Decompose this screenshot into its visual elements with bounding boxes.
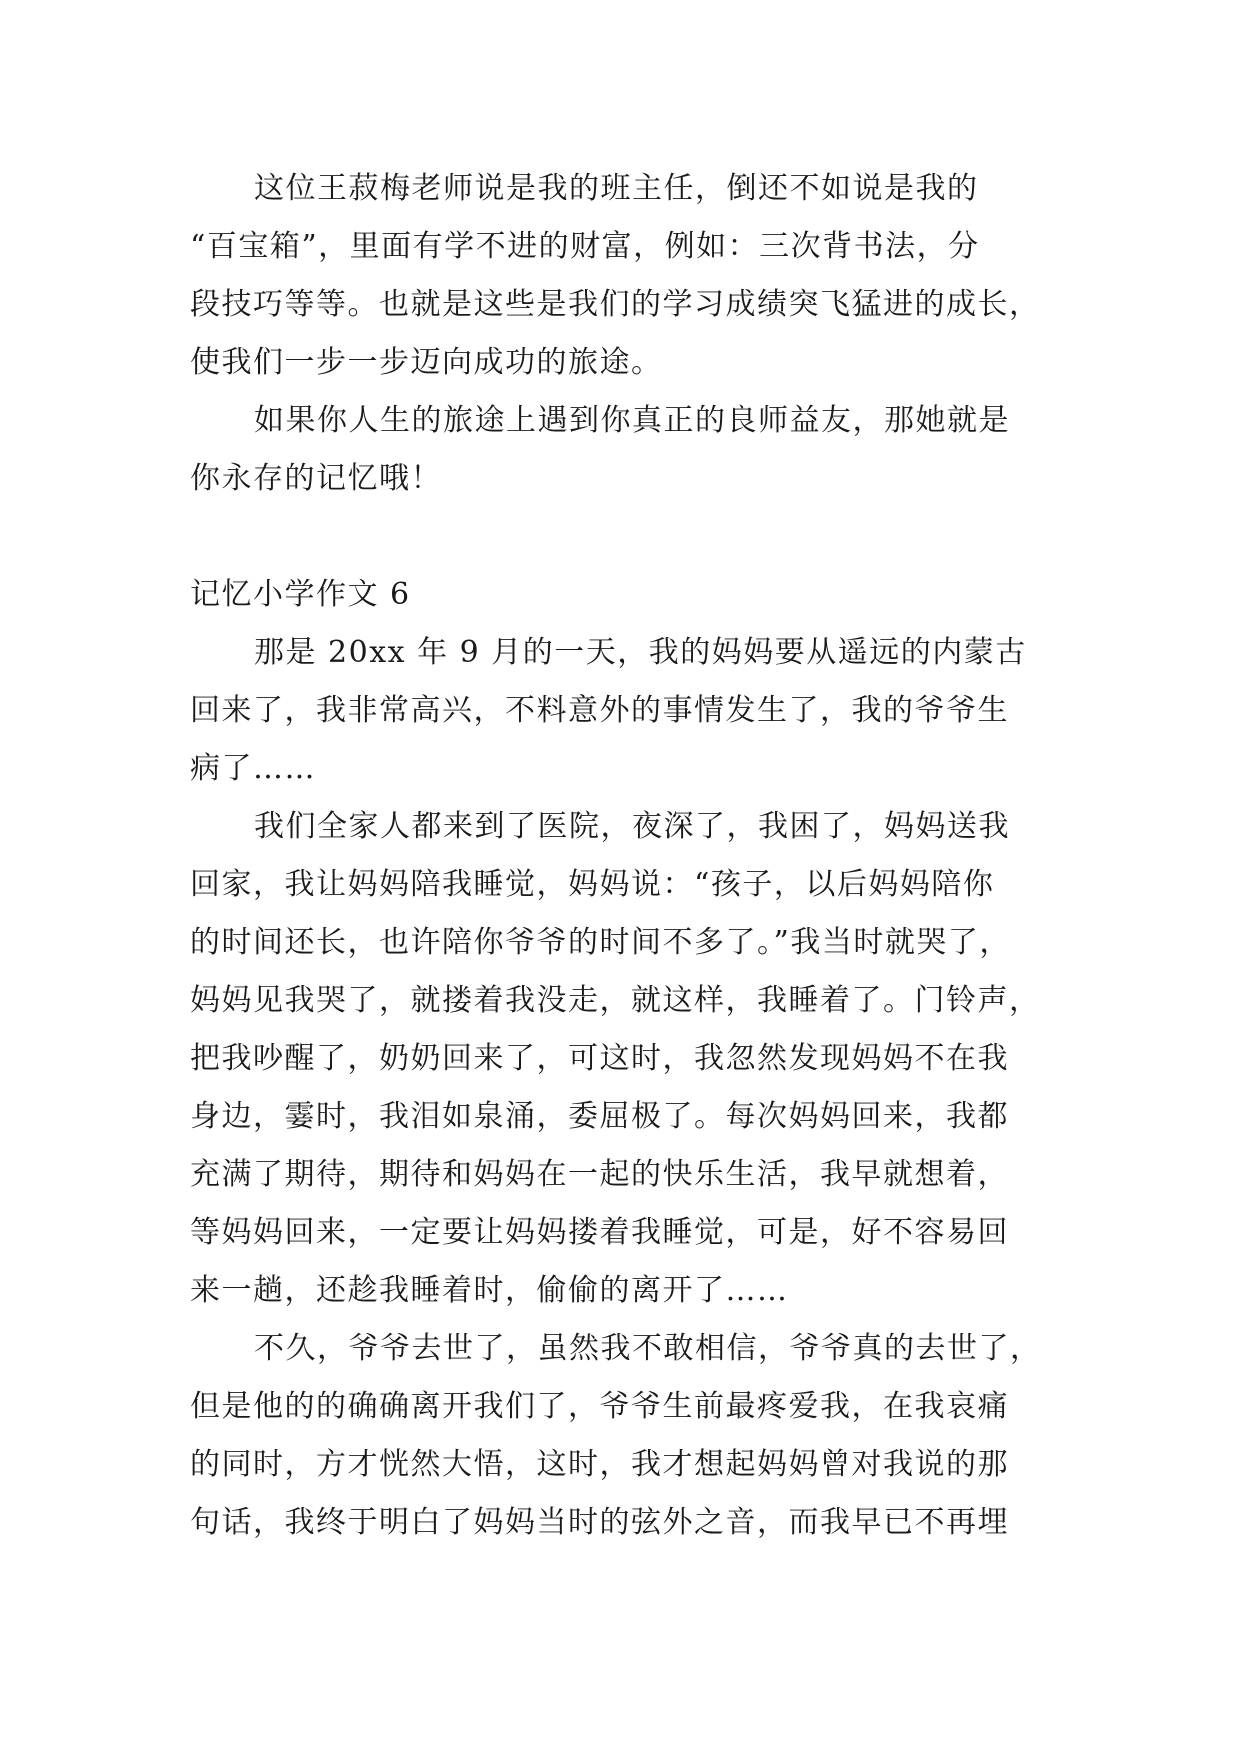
paragraph <box>190 392 1080 508</box>
text-line: 这位王菽梅老师说是我的班主任，倒还不如说是我的 <box>254 171 979 206</box>
text-line: 回家，我让妈妈陪我睡觉，妈妈说：“孩子，以后妈妈陪你 <box>190 867 995 902</box>
text-line: 妈妈见我哭了，就搂着我没走，就这样，我睡着了。门铃声， <box>190 983 1041 1018</box>
section-spacer <box>190 508 1080 566</box>
document-body <box>190 160 1080 1552</box>
text-line: 不久，爷爷去世了，虽然我不敢相信，爷爷真的去世了， <box>254 1331 1042 1366</box>
text-line: 但是他的的确确离开我们了，爷爷生前最疼爱我，在我哀痛 <box>190 1389 1009 1424</box>
paragraph <box>190 624 1080 798</box>
text-line: 的时间还长，也许陪你爷爷的时间不多了。”我当时就哭了， <box>190 925 1011 960</box>
text-line: 充满了期待，期待和妈妈在一起的快乐生活，我早就想着， <box>190 1157 1009 1192</box>
text-line: “百宝箱”，里面有学不进的财富，例如：三次背书法，分 <box>190 229 980 264</box>
paragraph <box>190 160 1080 392</box>
text-line: 那是 20xx 年 9 月的一天，我的妈妈要从遥远的内蒙古 <box>254 635 1027 670</box>
text-line: 的同时，方才恍然大悟，这时，我才想起妈妈曾对我说的那 <box>190 1447 1009 1482</box>
text-line: 使我们一步一步迈向成功的旅途。 <box>190 345 663 380</box>
text-line: 病了…… <box>190 751 316 786</box>
paragraph <box>190 1320 1080 1552</box>
text-line: 回来了，我非常高兴，不料意外的事情发生了，我的爷爷生 <box>190 693 1009 728</box>
text-line: 来一趟，还趁我睡着时，偷偷的离开了…… <box>190 1273 789 1308</box>
text-line: 把我吵醒了，奶奶回来了，可这时，我忽然发现妈妈不在我 <box>190 1041 1009 1076</box>
text-line: 我们全家人都来到了医院，夜深了，我困了，妈妈送我 <box>254 809 1010 844</box>
text-line: 句话，我终于明白了妈妈当时的弦外之音，而我早已不再埋 <box>190 1505 1009 1540</box>
section-heading: 记忆小学作文 6 <box>190 577 411 612</box>
text-line: 段技巧等等。也就是这些是我们的学习成绩突飞猛进的成长， <box>190 287 1041 322</box>
text-line: 如果你人生的旅途上遇到你真正的良师益友，那她就是 <box>254 403 1010 438</box>
paragraph <box>190 798 1080 1320</box>
text-line: 你永存的记忆哦！ <box>190 461 442 496</box>
text-line: 身边，霎时，我泪如泉涌，委屈极了。每次妈妈回来，我都 <box>190 1099 1009 1134</box>
text-line: 等妈妈回来，一定要让妈妈搂着我睡觉，可是，好不容易回 <box>190 1215 1009 1250</box>
